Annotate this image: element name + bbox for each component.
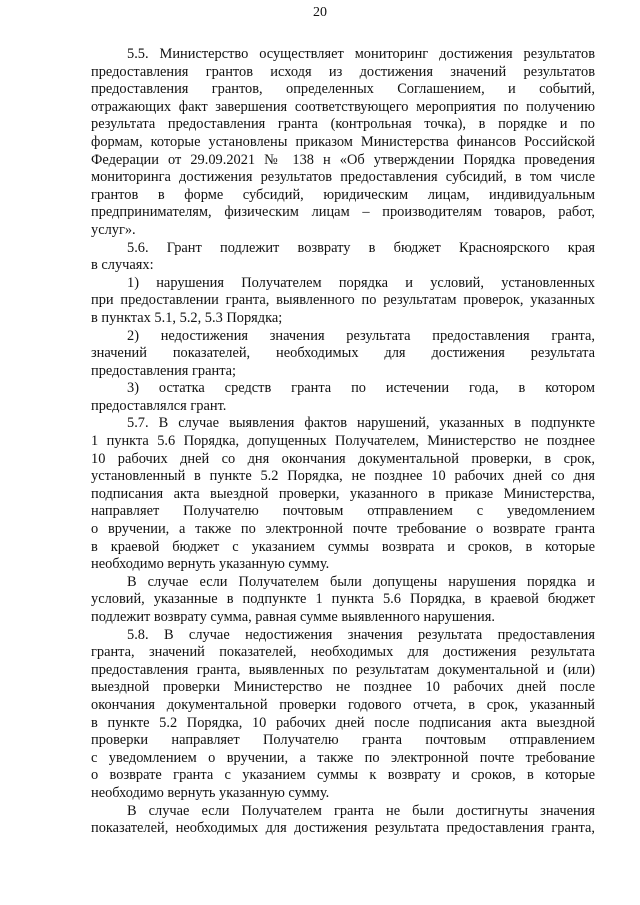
text-line: о вручении, а также по электронной почте требование о возврате гранта — [91, 521, 595, 538]
text-line: условий, указанные в подпункте 1 пункта 5.6 Порядка, в краевой бюджет — [91, 591, 595, 608]
text-line: подлежит возврату сумма, равная сумме выявленного нарушения. — [91, 609, 495, 625]
text-line: в случаях: — [91, 257, 154, 274]
text-line: 1 пункта 5.6 Порядка, допущенных Получателем, Министерство не позднее — [91, 433, 595, 450]
text-line: предоставления гранта; — [91, 362, 237, 379]
text-line: предоставления грантов исходя из достижения значений результатов — [91, 63, 595, 80]
text-line: подписания акта выездной проверки, указанного в приказе Министерства, — [91, 485, 595, 502]
text-line: предоставлялся грант. — [91, 397, 227, 414]
body-text — [91, 46, 595, 838]
text-line: с уведомлением о вручении, а также по электронной почте требование — [91, 749, 595, 766]
text-line: Федерации от 29.09.2021 № 138 н «Об утверждении Порядка проведения — [91, 151, 595, 168]
text-line: о возврате гранта с указанием суммы к возврату и сроков, в которые — [91, 767, 595, 784]
text-line: предоставления гранта, выявленных по результатам документальной и (или) — [91, 661, 595, 678]
text-line: установленный в пункте 5.2 Порядка, не позднее 10 рабочих дней со дня — [91, 468, 595, 485]
text-line: выездной проверки Министерство не позднее 10 рабочих дней после — [91, 679, 595, 696]
text-line: необходимо вернуть указанную сумму. — [91, 784, 330, 801]
text-line: 3) остатка средств гранта по истечении года, в котором — [127, 380, 595, 397]
text-line: 5.6. Грант подлежит возврату в бюджет Красноярского края — [127, 239, 595, 256]
text-line: отражающих факт завершения соответствующего мероприятия по получению — [91, 98, 595, 115]
text-line: В случае если Получателем были допущены нарушения порядка и — [127, 573, 595, 590]
text-line: необходимо вернуть указанную сумму. — [91, 556, 330, 573]
text-line: направляет Получателю почтовым отправлением с уведомлением — [91, 503, 595, 520]
text-line: грантов в форме субсидий, юридическим лицам, индивидуальным — [91, 186, 595, 203]
text-line: при предоставлении гранта, выявленного по результатам проверок, указанных — [91, 292, 595, 309]
text-line: проверки направляет Получателю гранта почтовым отправлением — [91, 732, 595, 749]
text-line: в краевой бюджет с указанием суммы возврата и сроков, в которые — [91, 538, 595, 555]
text-line: показателей, необходимых для достижения результата предоставления гранта, — [91, 820, 595, 837]
text-line: значений показателей, необходимых для достижения результата — [91, 345, 595, 362]
text-line: гранта, значений показателей, необходимых для достижения результата — [91, 644, 595, 661]
text-line: услуг». — [91, 221, 136, 238]
text-line: окончания документальной проверки годового отчета, в срок, указанный — [91, 696, 595, 713]
text-line: результата предоставления гранта (контрольная точка), в порядке и по — [91, 116, 595, 133]
text-line: 5.8. В случае недостижения значения результата предоставления — [127, 626, 595, 643]
page-number: 20 — [313, 5, 327, 20]
text-line: предоставления грантов, определенных Соглашением, и событий, — [91, 81, 595, 98]
text-line: предпринимателям, физическим лицам – производителям товаров, работ, — [91, 204, 595, 221]
text-line: в пункте 5.2 Порядка, 10 рабочих дней после подписания акта выездной — [91, 714, 595, 731]
text-line: В случае если Получателем гранта не были достигнуты значения — [127, 802, 595, 819]
text-line: мониторинга достижения результатов предоставления субсидий, в том числе — [91, 169, 595, 186]
text-line: 5.5. Министерство осуществляет мониторинг достижения результатов — [127, 46, 595, 62]
text-line: 10 рабочих дней со дня окончания документальной проверки, в срок, — [91, 450, 595, 467]
text-line: в пунктах 5.1, 5.2, 5.3 Порядка; — [91, 309, 283, 326]
text-line: 5.7. В случае выявления фактов нарушений, указанных в подпункте — [127, 415, 595, 432]
text-line: 2) недостижения значения результата предоставления гранта, — [127, 327, 595, 344]
text-line: 1) нарушения Получателем порядка и условий, установленных — [127, 274, 595, 291]
text-line: формам, которые установлены приказом Министерства финансов Российской — [91, 133, 595, 150]
